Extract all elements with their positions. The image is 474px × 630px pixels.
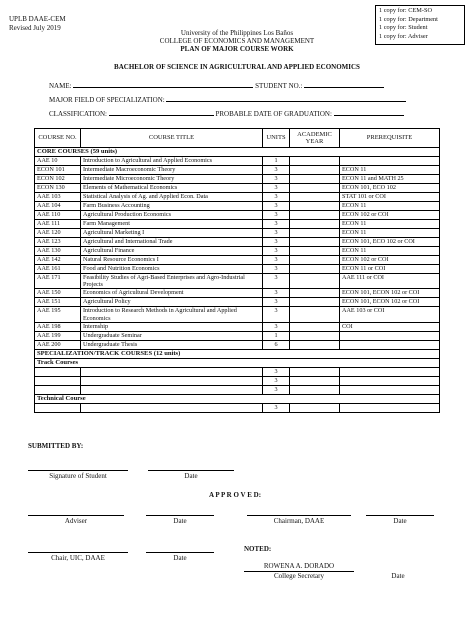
units-cell: 3 (263, 229, 290, 238)
course-title-cell: Introduction to Agricultural and Applied Economics (81, 157, 263, 166)
course-no-cell: AAE 110 (35, 211, 81, 220)
course-no-cell: AAE 123 (35, 238, 81, 247)
units-cell: 3 (263, 403, 290, 412)
table-row (35, 322, 440, 331)
units-cell: 3 (263, 184, 290, 193)
academic-year-cell[interactable] (290, 175, 340, 184)
course-no-cell: AAE 198 (35, 322, 81, 331)
units-cell: 3 (263, 298, 290, 307)
academic-year-cell[interactable] (290, 289, 340, 298)
secretary-date-label: Date (391, 572, 405, 580)
prerequisite-cell: ECON 11 and MATH 25 (340, 175, 440, 184)
graduation-field[interactable] (334, 115, 404, 116)
course-table (34, 128, 440, 413)
secretary-title: College Secretary (274, 572, 324, 580)
secretary-name: ROWENA A. DORADO (263, 562, 335, 570)
units-cell: 6 (263, 340, 290, 349)
course-title-cell: Farm Management (81, 220, 263, 229)
degree-program: BACHELOR OF SCIENCE IN AGRICULTURAL AND APPLIED ECONOMICS (114, 63, 360, 71)
specialization-section-label: SPECIALIZATION/TRACK COURSES (12 units) (35, 349, 440, 358)
units-cell: 3 (263, 289, 290, 298)
table-row (35, 265, 440, 274)
academic-year-cell[interactable] (290, 220, 340, 229)
academic-year-cell[interactable] (290, 166, 340, 175)
student-signature-label: Signature of Student (49, 472, 107, 480)
table-row (35, 220, 440, 229)
technical-course-section-row (35, 394, 440, 403)
col-header-course-no: COURSE NO. (35, 129, 81, 148)
course-title-cell: Food and Nutrition Economics (81, 265, 263, 274)
table-row (35, 184, 440, 193)
prerequisite-cell: ECON 101, ECO 102 or COI (340, 238, 440, 247)
academic-year-cell[interactable] (290, 211, 340, 220)
track-courses-section-row (35, 358, 440, 367)
table-row (35, 274, 440, 289)
copy-line: 1 copy for: Adviser (379, 32, 428, 40)
adviser-date-line[interactable] (146, 515, 214, 516)
prerequisite-cell: ECON 101, ECO 102 (340, 184, 440, 193)
course-title-cell: Intermediate Macroeconomic Theory (81, 166, 263, 175)
technical-course-section-label: Technical Course (35, 394, 440, 403)
course-title-cell: Elements of Mathematical Economics (81, 184, 263, 193)
course-title-cell: Agricultural Marketing I (81, 229, 263, 238)
table-row (35, 202, 440, 211)
course-title-cell[interactable] (81, 403, 263, 412)
table-row (35, 367, 440, 376)
major-field-row (49, 96, 406, 104)
prerequisite-cell: ECON 11 (340, 166, 440, 175)
prerequisite-cell: ECON 11 (340, 202, 440, 211)
course-no-cell: AAE 103 (35, 193, 81, 202)
prerequisite-cell[interactable] (340, 367, 440, 376)
track-courses-section-label: Track Courses (35, 358, 440, 367)
academic-year-cell[interactable] (290, 385, 340, 394)
course-no-cell[interactable] (35, 376, 81, 385)
col-header-course-title: COURSE TITLE (81, 129, 263, 148)
table-row (35, 175, 440, 184)
table-row (35, 385, 440, 394)
academic-year-cell[interactable] (290, 274, 340, 289)
prerequisite-cell (340, 340, 440, 349)
units-cell: 3 (263, 256, 290, 265)
chair-uic-label: Chair, UIC, DAAE (51, 554, 105, 562)
course-no-cell: AAE 10 (35, 157, 81, 166)
prerequisite-cell (340, 331, 440, 340)
academic-year-cell[interactable] (290, 403, 340, 412)
adviser-label: Adviser (64, 517, 88, 525)
course-title-cell: Statistical Analysis of Ag. and Applied Econ. Data (81, 193, 263, 202)
table-row (35, 229, 440, 238)
units-cell: 3 (263, 193, 290, 202)
prerequisite-cell: ECON 11 (340, 220, 440, 229)
course-no-cell[interactable] (35, 403, 81, 412)
course-title-cell: Natural Resource Economics I (81, 256, 263, 265)
academic-year-cell[interactable] (290, 367, 340, 376)
approved-label: A P P R O V E D: (208, 491, 262, 499)
units-cell: 1 (263, 157, 290, 166)
table-row (35, 331, 440, 340)
course-no-cell: AAE 161 (35, 265, 81, 274)
course-no-cell: AAE 151 (35, 298, 81, 307)
col-header-prerequisite: PREREQUISITE (340, 129, 440, 148)
course-no-cell: AAE 150 (35, 289, 81, 298)
units-cell: 3 (263, 220, 290, 229)
course-title-cell: Agricultural and International Trade (81, 238, 263, 247)
adviser-signature-line[interactable] (28, 515, 124, 516)
course-no-cell: AAE 111 (35, 220, 81, 229)
course-title-cell: Agricultural Policy (81, 298, 263, 307)
prerequisite-cell: AAE 111 or COI (340, 274, 440, 289)
chairman-date-line[interactable] (366, 515, 434, 516)
form-code: UPLB DAAE-CEM (9, 15, 66, 23)
units-cell: 1 (263, 331, 290, 340)
table-row (35, 211, 440, 220)
major-field-input[interactable] (166, 101, 406, 102)
course-title-cell[interactable] (81, 385, 263, 394)
academic-year-cell[interactable] (290, 184, 340, 193)
student-signature-line[interactable] (28, 470, 128, 471)
academic-year-cell[interactable] (290, 238, 340, 247)
units-cell: 3 (263, 385, 290, 394)
student-no-label: STUDENT NO.: (255, 82, 303, 90)
course-no-cell[interactable] (35, 385, 81, 394)
name-label: NAME: (49, 82, 72, 90)
prerequisite-cell: ECON 102 or COI (340, 256, 440, 265)
copy-distribution-box (375, 5, 465, 45)
adviser-date-label: Date (173, 517, 187, 525)
units-cell: 3 (263, 367, 290, 376)
academic-year-cell[interactable] (290, 376, 340, 385)
specialization-section-row (35, 349, 440, 358)
academic-year-cell[interactable] (290, 265, 340, 274)
course-no-cell: AAE 195 (35, 307, 81, 322)
table-row (35, 256, 440, 265)
table-row (35, 340, 440, 349)
prerequisite-cell: COI (340, 322, 440, 331)
table-row (35, 289, 440, 298)
units-cell: 3 (263, 175, 290, 184)
university-name: University of the Philippines Los Baños (180, 29, 294, 37)
table-row (35, 166, 440, 175)
table-row (35, 307, 440, 322)
prerequisite-cell[interactable] (340, 403, 440, 412)
classification-row (49, 110, 404, 118)
prerequisite-cell: ECON 11 or COI (340, 265, 440, 274)
units-cell: 3 (263, 307, 290, 322)
course-no-cell: AAE 142 (35, 256, 81, 265)
academic-year-cell[interactable] (290, 298, 340, 307)
course-title-cell: Agricultural Finance (81, 247, 263, 256)
course-title-cell: Agricultural Production Economics (81, 211, 263, 220)
prerequisite-cell[interactable] (340, 385, 440, 394)
chairman-signature-line[interactable] (247, 515, 351, 516)
course-no-cell: ECON 101 (35, 166, 81, 175)
copy-line: 1 copy for: CEM-SO (379, 7, 432, 14)
academic-year-cell[interactable] (290, 331, 340, 340)
academic-year-cell[interactable] (290, 256, 340, 265)
prerequisite-cell[interactable] (340, 376, 440, 385)
graduation-label: PROBABLE DATE OF GRADUATION: (215, 110, 332, 118)
major-field-label: MAJOR FIELD OF SPECIALIZATION: (49, 96, 165, 104)
course-no-cell[interactable] (35, 367, 81, 376)
units-cell: 3 (263, 211, 290, 220)
course-title-cell: Internship (81, 322, 263, 331)
core-section-label: CORE COURSES (59 units) (35, 148, 440, 157)
course-title-cell: Introduction to Research Methods in Agricultural and Applied Economics (81, 307, 263, 322)
course-no-cell: AAE 200 (35, 340, 81, 349)
student-no-field[interactable] (304, 87, 384, 88)
academic-year-cell[interactable] (290, 247, 340, 256)
table-row (35, 238, 440, 247)
college-name: COLLEGE OF ECONOMICS AND MANAGEMENT (159, 37, 315, 45)
form-title: PLAN OF MAJOR COURSE WORK (180, 45, 294, 53)
course-no-cell: AAE 130 (35, 247, 81, 256)
course-no-cell: AAE 199 (35, 331, 81, 340)
course-no-cell: AAE 171 (35, 274, 81, 289)
submitted-by-label: SUBMITTED BY: (28, 442, 84, 450)
academic-year-cell[interactable] (290, 322, 340, 331)
course-no-cell: AAE 104 (35, 202, 81, 211)
revision-date: Revised July 2019 (9, 24, 61, 32)
units-cell: 3 (263, 166, 290, 175)
course-title-cell[interactable] (81, 367, 263, 376)
units-cell: 3 (263, 238, 290, 247)
prerequisite-cell: ECON 11 (340, 247, 440, 256)
chairman-date-label: Date (393, 517, 407, 525)
course-title-cell[interactable] (81, 376, 263, 385)
table-row (35, 247, 440, 256)
col-header-academic-year: ACADEMIC YEAR (290, 129, 340, 148)
course-title-cell: Undergraduate Thesis (81, 340, 263, 349)
course-title-cell: Intermediate Microeconomic Theory (81, 175, 263, 184)
chair-uic-signature-line[interactable] (28, 552, 128, 553)
classification-label: CLASSIFICATION: (49, 110, 107, 118)
table-header-row (35, 129, 440, 148)
units-cell: 3 (263, 265, 290, 274)
units-cell: 3 (263, 322, 290, 331)
course-no-cell: AAE 120 (35, 229, 81, 238)
name-field-row (49, 82, 384, 90)
name-field[interactable] (73, 87, 253, 88)
prerequisite-cell (340, 157, 440, 166)
chair-uic-date-label: Date (173, 554, 187, 562)
units-cell: 3 (263, 274, 290, 289)
table-row (35, 157, 440, 166)
student-date-line[interactable] (148, 470, 234, 471)
course-title-cell: Feasibility Studies of Agri-Based Enterprises and Agro-Industrial Projects (81, 274, 263, 289)
table-row (35, 298, 440, 307)
academic-year-cell[interactable] (290, 340, 340, 349)
prerequisite-cell: AAE 103 or COI (340, 307, 440, 322)
units-cell: 3 (263, 202, 290, 211)
prerequisite-cell: ECON 101, ECON 102 or COI (340, 298, 440, 307)
table-row (35, 403, 440, 412)
col-header-units: UNITS (263, 129, 290, 148)
units-cell: 3 (263, 247, 290, 256)
copy-line: 1 copy for: Student (379, 24, 428, 31)
student-date-label: Date (184, 472, 198, 480)
chairman-label: Chairman, DAAE (273, 517, 325, 525)
classification-field[interactable] (109, 115, 214, 116)
course-no-cell: ECON 130 (35, 184, 81, 193)
academic-year-cell[interactable] (290, 157, 340, 166)
table-row (35, 376, 440, 385)
prerequisite-cell: STAT 101 or COI (340, 193, 440, 202)
prerequisite-cell: ECON 102 or COI (340, 211, 440, 220)
prerequisite-cell: ECON 11 (340, 229, 440, 238)
course-no-cell: ECON 102 (35, 175, 81, 184)
noted-label: NOTED: (244, 545, 272, 553)
course-title-cell: Farm Business Accounting (81, 202, 263, 211)
academic-year-cell[interactable] (290, 193, 340, 202)
academic-year-cell[interactable] (290, 307, 340, 322)
copy-line: 1 copy for: Department (379, 15, 438, 23)
prerequisite-cell: ECON 101, ECON 102 or COI (340, 289, 440, 298)
units-cell: 3 (263, 376, 290, 385)
course-title-cell: Undergraduate Seminar (81, 331, 263, 340)
course-title-cell: Economics of Agricultural Development (81, 289, 263, 298)
core-section-row (35, 148, 440, 157)
academic-year-cell[interactable] (290, 202, 340, 211)
academic-year-cell[interactable] (290, 229, 340, 238)
chair-uic-date-line[interactable] (146, 552, 214, 553)
table-row (35, 193, 440, 202)
